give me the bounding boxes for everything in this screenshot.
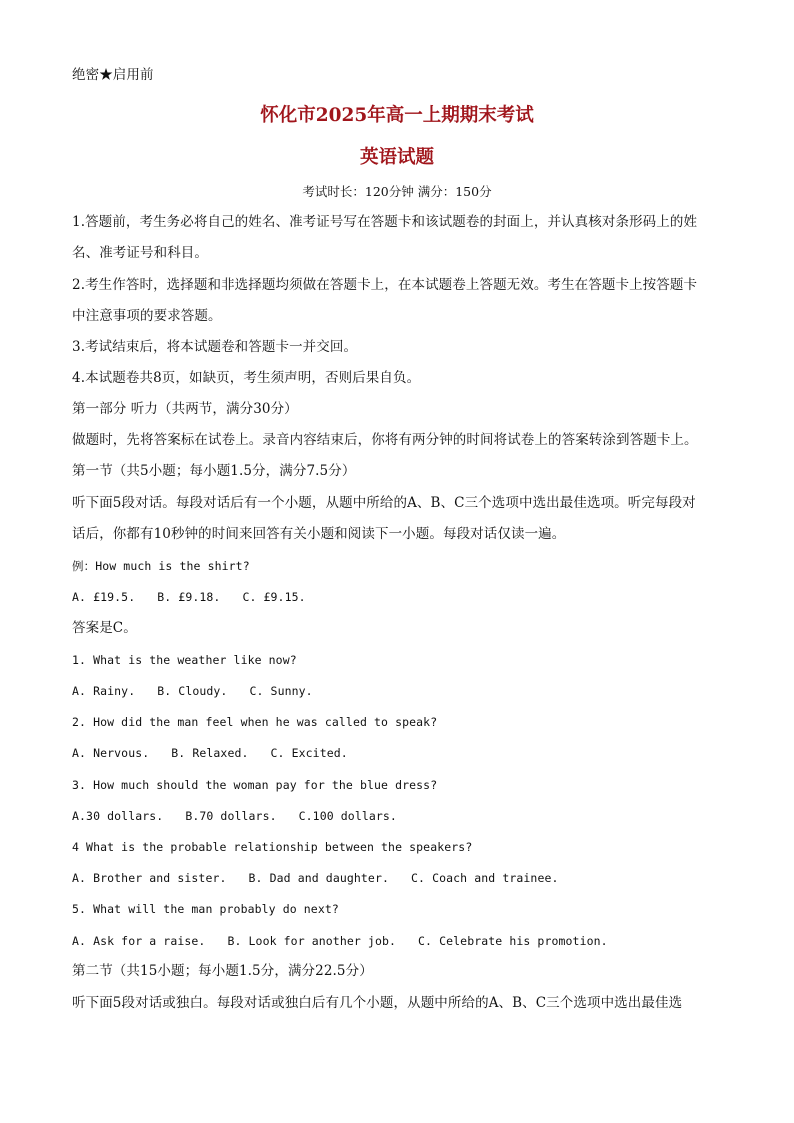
option-b: B. Cloudy.	[157, 684, 228, 698]
instruction-line: 2.考生作答时，选择题和非选择题均须做在答题卡上，在本试题卷上答题无效。考生在答题卡上按答题卡	[72, 277, 698, 293]
example-answer: 答案是C。	[72, 620, 137, 636]
option-c: C. Excited.	[270, 746, 348, 760]
section2-heading: 第二节（共15小题；每小题1.5分，满分22.5分）	[72, 963, 373, 979]
option-a: A. Brother and sister.	[72, 871, 227, 885]
section2-intro: 听下面5段对话或独白。每段对话或独白后有几个小题，从题中所给的A、B、C三个选项中选出最佳选	[72, 995, 683, 1011]
question-1: 1. What is the weather like now?	[72, 653, 297, 667]
part1-note: 做题时，先将答案标在试卷上。录音内容结束后，你将有两分钟的时间将试卷上的答案转涂到答题卡上。	[72, 432, 698, 448]
example-question: 例：How much is the shirt?	[72, 559, 250, 573]
question-4: 4 What is the probable relationship between the speakers?	[72, 840, 473, 854]
option-a: A. £19.5.	[72, 590, 136, 604]
question-1-options	[72, 682, 313, 700]
option-b: B. Look for another job.	[227, 934, 397, 948]
option-c: C. £9.15.	[242, 590, 306, 604]
option-b: B. Dad and daughter.	[248, 871, 390, 885]
exam-meta: 考试时长：120分钟 满分：150分	[302, 184, 492, 199]
question-5-options	[72, 932, 608, 950]
option-b: B.70 dollars.	[185, 809, 277, 823]
question-4-options	[72, 869, 559, 887]
question-2-options	[72, 744, 348, 762]
option-a: A. Rainy.	[72, 684, 136, 698]
option-c: C. Sunny.	[249, 684, 313, 698]
option-a: A. Nervous.	[72, 746, 150, 760]
part1-heading: 第一部分 听力（共两节，满分30分）	[72, 401, 298, 417]
option-c: C. Coach and trainee.	[411, 871, 559, 885]
secrecy-label: 绝密★启用前	[72, 67, 154, 83]
question-5: 5. What will the man probably do next?	[72, 902, 339, 916]
exam-title: 怀化市2025年高一上期期末考试	[260, 105, 534, 126]
question-2: 2. How did the man feel when he was called to speak?	[72, 715, 438, 729]
instruction-line: 中注意事项的要求答题。	[72, 308, 222, 324]
option-b: B. Relaxed.	[171, 746, 249, 760]
option-c: C. Celebrate his promotion.	[418, 934, 608, 948]
section1-intro: 听下面5段对话。每段对话后有一个小题，从题中所给的A、B、C三个选项中选出最佳选项。听完每段对	[72, 495, 696, 511]
instruction-line: 名、准考证号和科目。	[72, 245, 208, 261]
exam-subtitle: 英语试题	[359, 147, 434, 168]
question-3-options	[72, 807, 397, 825]
section1-intro: 话后，你都有10秒钟的时间来回答有关小题和阅读下一小题。每段对话仅读一遍。	[72, 526, 566, 542]
example-options	[72, 588, 306, 606]
option-a: A. Ask for a raise.	[72, 934, 206, 948]
option-b: B. £9.18.	[157, 590, 221, 604]
instruction-line: 3.考试结束后，将本试题卷和答题卡一并交回。	[72, 339, 358, 355]
instruction-line: 1.答题前，考生务必将自己的姓名、准考证号写在答题卡和该试题卷的封面上，并认真核对条形码上的姓	[72, 214, 698, 230]
option-a: A.30 dollars.	[72, 809, 164, 823]
option-c: C.100 dollars.	[298, 809, 397, 823]
section1-heading: 第一节（共5小题；每小题1.5分，满分7.5分）	[72, 463, 356, 479]
question-3: 3. How much should the woman pay for the blue dress?	[72, 778, 438, 792]
instruction-line: 4.本试题卷共8页，如缺页，考生须声明，否则后果自负。	[72, 370, 421, 386]
